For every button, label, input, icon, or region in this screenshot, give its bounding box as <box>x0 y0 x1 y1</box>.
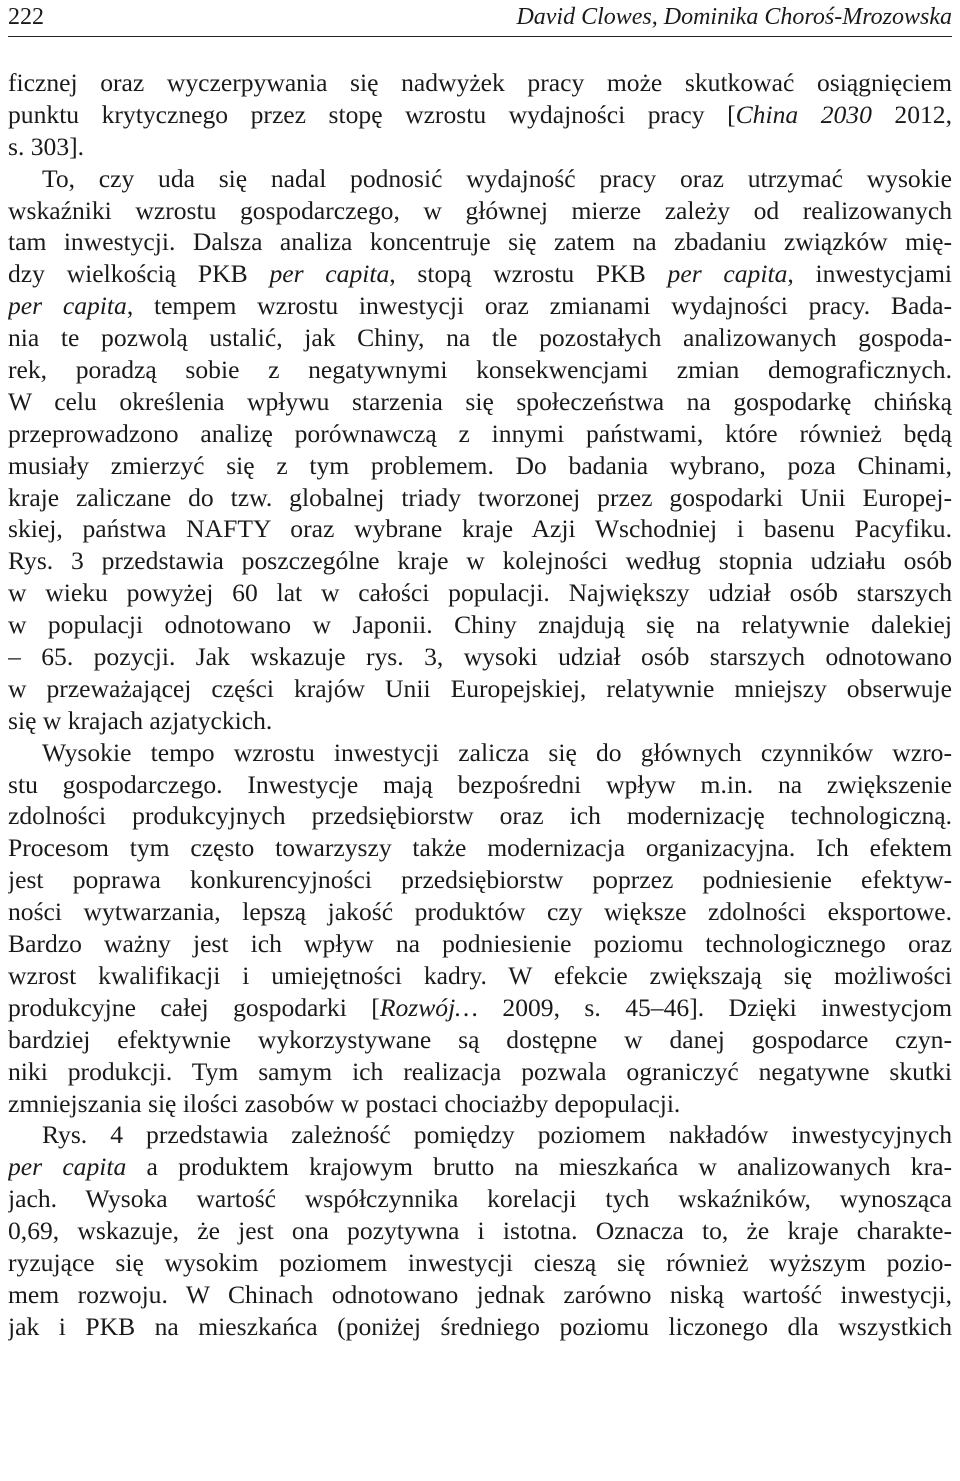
text-line: jest poprawa konkurencyjności przedsiębiorstw poprzez podniesienie efektyw- <box>8 865 952 895</box>
italic-term: per capita <box>8 1152 127 1182</box>
text-line: rek, poradzą sobie z negatywnymi konsekwencjami zmian demograficznych. <box>8 355 952 385</box>
header-rule <box>8 36 952 37</box>
italic-term: per capita <box>269 259 390 289</box>
text-line: punktu krytycznego przez stopę wzrostu wydajności pracy [China 2030 2012, <box>8 99 952 129</box>
text-line: ficznej oraz wyczerpywania się nadwyżek pracy może skutkować osiągnięciem <box>8 68 952 97</box>
text-line: 0,69, wskazuje, że jest ona pozytywna i istotna. Oznacza to, że kraje charakte- <box>8 1216 952 1246</box>
text-line: nia te pozwolą ustalić, jak Chiny, na tle pozostałych analizowanych gospoda- <box>8 323 952 353</box>
text-line: W celu określenia wpływu starzenia się społeczeństwa na gospodarkę chińską <box>8 386 952 416</box>
text-line: tam inwestycji. Dalsza analiza koncentruje się zatem na zbadaniu związków mię- <box>8 227 952 257</box>
text-line: zdolności produkcyjnych przedsiębiorstw oraz ich modernizację technologiczną. <box>8 801 952 831</box>
text-line: ności wytwarzania, lepszą jakość produktów czy większe zdolności eksportowe. <box>8 897 952 927</box>
running-header <box>8 0 952 34</box>
italic-term: per capita <box>667 259 788 289</box>
text-line: w populacji odnotowano w Japonii. Chiny znajdują się na relatywnie dalekiej <box>8 610 952 640</box>
text-line: wzrost kwalifikacji i umiejętności kadry. W efekcie zwiększają się możliwości <box>8 960 952 990</box>
running-title: David Clowes, Dominika Choroś-Mrozowska <box>516 4 952 30</box>
text-line: To, czy uda się nadal podnosić wydajność pracy oraz utrzymać wysokie <box>42 163 952 193</box>
text-line: Rys. 3 przedstawia poszczególne kraje w kolejności według stopnia udziału osób <box>8 546 952 576</box>
text-line: bardziej efektywnie wykorzystywane są dostępne w danej gospodarce czyn- <box>8 1024 952 1054</box>
text-line: w wieku powyżej 60 lat w całości populacji. Największy udział osób starszych <box>8 578 952 608</box>
text-line: Bardzo ważny jest ich wpływ na podniesienie poziomu technologicznego oraz <box>8 929 952 959</box>
text-line: kraje zaliczane do tzw. globalnej triady tworzonej przez gospodarki Unii Europej- <box>8 482 952 512</box>
text-line: – 65. pozycji. Jak wskazuje rys. 3, wysoki udział osób starszych odnotowano <box>8 642 952 672</box>
text-line: skiej, państwa NAFTY oraz wybrane kraje Azji Wschodniej i basenu Pacyfiku. <box>8 514 952 544</box>
text-line: wskaźniki wzrostu gospodarczego, w głównej mierze zależy od realizowanych <box>8 195 952 225</box>
text-line: dzy wielkością PKB per capita, stopą wzrostu PKB per capita, inwestycjami <box>8 259 952 289</box>
italic-term: Rozwój… <box>379 992 478 1022</box>
text-line: per capita, tempem wzrostu inwestycji oraz zmianami wydajności pracy. Bada- <box>8 291 952 321</box>
text-line: się w krajach azjatyckich. <box>8 705 273 735</box>
text-line: jach. Wysoka wartość współczynnika korelacji tych wskaźników, wynosząca <box>8 1184 952 1214</box>
text-line: ryzujące się wysokim poziomem inwestycji cieszą się również wyższym pozio- <box>8 1247 952 1277</box>
text-line: zmniejszania się ilości zasobów w postaci chociażby depopulacji. <box>8 1088 681 1118</box>
text-line: niki produkcji. Tym samym ich realizacja pozwala ograniczyć negatywne skutki <box>8 1056 952 1086</box>
text-line: musiały zmierzyć się z tym problemem. Do badania wybrano, poza Chinami, <box>8 450 952 480</box>
text-line: jak i PKB na mieszkańca (poniżej średniego poziomu liczonego dla wszystkich <box>8 1311 952 1341</box>
page-number: 222 <box>8 4 44 30</box>
italic-term: China 2030 <box>735 99 872 129</box>
text-line: produkcyjne całej gospodarki [Rozwój… 2009, s. 45–46]. Dzięki inwestycjom <box>8 992 952 1022</box>
text-line: stu gospodarczego. Inwestycje mają bezpośredni wpływ m.in. na zwiększenie <box>8 769 952 799</box>
text-line: mem rozwoju. W Chinach odnotowano jednak zarówno niską wartość inwestycji, <box>8 1279 952 1309</box>
text-line: w przeważającej części krajów Unii Europejskiej, relatywnie mniejszy obserwuje <box>8 673 952 703</box>
italic-term: per capita <box>8 291 127 321</box>
body-text <box>8 67 952 1343</box>
text-line: Procesom tym często towarzyszy także modernizacja organizacyjna. Ich efektem <box>8 833 952 863</box>
text-line: Rys. 4 przedstawia zależność pomiędzy poziomem nakładów inwestycyjnych <box>42 1120 952 1150</box>
text-line: per capita a produktem krajowym brutto na mieszkańca w analizowanych kra- <box>8 1152 952 1182</box>
text-line: s. 303]. <box>8 131 85 161</box>
text-line: Wysokie tempo wzrostu inwestycji zalicza się do głównych czynników wzro- <box>42 737 952 767</box>
text-line: przeprowadzono analizę porównawczą z innymi państwami, które również będą <box>8 418 952 448</box>
